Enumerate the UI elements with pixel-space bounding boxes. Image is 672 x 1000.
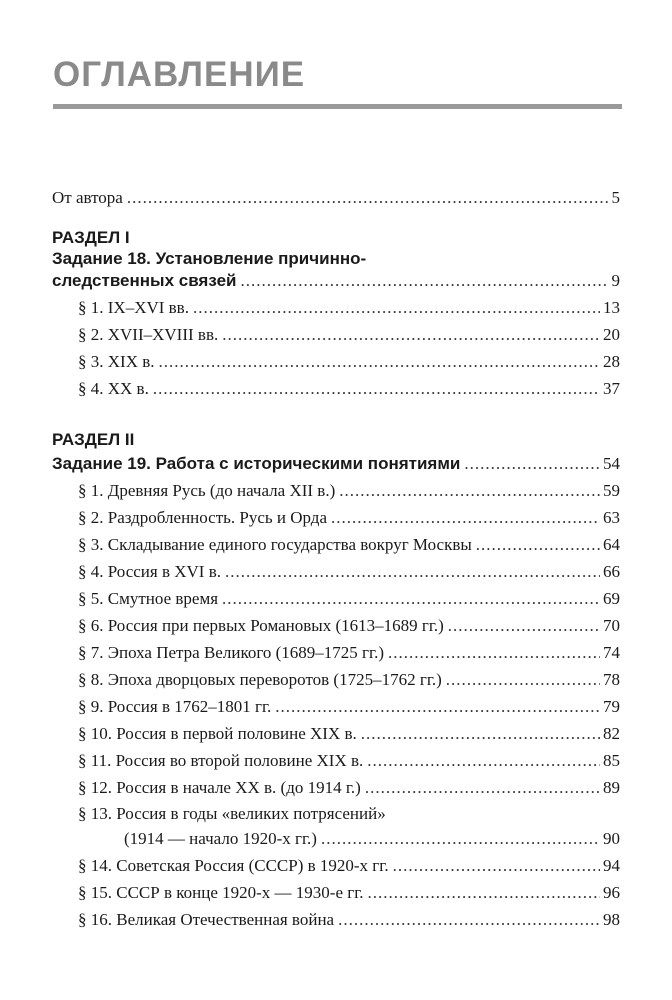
toc-entry-page: 74 (603, 643, 620, 662)
toc-entry-page: 54 (603, 454, 620, 473)
dot-leader (153, 376, 600, 402)
dot-leader (127, 185, 609, 211)
toc-entry-label: От автора (52, 188, 123, 207)
dot-leader (365, 775, 600, 801)
toc-entry-label: § 3. XIX в. (78, 352, 155, 371)
toc-entry[interactable] (78, 694, 620, 720)
dot-leader (368, 880, 600, 906)
toc-entry-label: § 2. XVII–XVIII вв. (78, 325, 219, 344)
dot-leader (367, 748, 600, 774)
toc-entry-label: § 4. Россия в XVI в. (78, 562, 221, 581)
toc-entry-page: 85 (603, 751, 620, 770)
toc-entry[interactable] (78, 907, 620, 933)
toc-entry-page: 78 (603, 670, 620, 689)
toc-entry-task18[interactable] (52, 268, 620, 294)
toc-entry-label: § 11. Россия во второй половине XIX в. (78, 751, 364, 770)
toc-entry-page: 37 (603, 379, 620, 398)
toc-entry[interactable] (78, 376, 620, 402)
toc-entry[interactable] (78, 853, 620, 879)
toc-entry-page: 94 (603, 856, 620, 875)
toc-entry-page: 96 (603, 883, 620, 902)
toc-entry-page: 28 (603, 352, 620, 371)
toc-entry-page: 89 (603, 778, 620, 797)
dot-leader (193, 295, 600, 321)
dot-leader (321, 826, 600, 852)
toc-entry-page: 20 (603, 325, 620, 344)
dot-leader (448, 613, 600, 639)
dot-leader (225, 559, 600, 585)
title-rule (53, 104, 622, 109)
section-title: РАЗДЕЛ I (52, 228, 130, 247)
dot-leader (388, 640, 600, 666)
toc-entry[interactable] (78, 478, 620, 504)
toc-entry-label: § 4. XX в. (78, 379, 149, 398)
toc-entry-label: § 8. Эпоха дворцовых переворотов (1725–1762 гг.) (78, 670, 442, 689)
toc-entry[interactable] (78, 613, 620, 639)
toc-entry-label: § 5. Смутное время (78, 589, 219, 608)
toc-entry[interactable] (78, 667, 620, 693)
toc-entry-task19[interactable] (52, 451, 620, 477)
toc-entry-label: следственных связей (52, 271, 237, 290)
dot-leader (331, 505, 600, 531)
toc-entry[interactable] (78, 748, 620, 774)
toc-entry-page: 69 (603, 589, 620, 608)
toc-entry[interactable] (78, 775, 620, 801)
dot-leader (476, 532, 600, 558)
toc-entry-page: 5 (611, 188, 620, 207)
toc-entry-page: 64 (603, 535, 620, 554)
toc-entry[interactable] (78, 721, 620, 747)
toc-entry-page: 63 (603, 508, 620, 527)
toc-entry-author[interactable] (52, 185, 620, 211)
toc-entry-page: 98 (603, 910, 620, 929)
toc-entry-label: (1914 — начало 1920-х гг.) (124, 829, 317, 848)
toc-entry-page: 90 (603, 829, 620, 848)
dot-leader (222, 586, 600, 612)
toc-entry-label: § 2. Раздробленность. Русь и Орда (78, 508, 328, 527)
toc-entry[interactable] (78, 349, 620, 375)
toc-entry-label: § 6. Россия при первых Романовых (1613–1689 гг.) (78, 616, 444, 635)
dot-leader (240, 268, 608, 294)
toc-entry[interactable] (78, 640, 620, 666)
toc-entry-label: § 16. Великая Отечественная война (78, 910, 335, 929)
dot-leader (464, 451, 600, 477)
toc-entry[interactable] (78, 322, 620, 348)
dot-leader (339, 478, 600, 504)
toc-entry-page: 66 (603, 562, 620, 581)
toc-entry-label: § 1. Древняя Русь (до начала XII в.) (78, 481, 336, 500)
dot-leader (361, 721, 600, 747)
dot-leader (393, 853, 600, 879)
toc-entry-label: § 9. Россия в 1762–1801 гг. (78, 697, 272, 716)
toc-entry-page: 79 (603, 697, 620, 716)
toc-entry-label: § 7. Эпоха Петра Великого (1689–1725 гг.) (78, 643, 384, 662)
task-title[interactable]: Задание 18. Установление причинно- (52, 249, 367, 268)
toc-entry-page: 82 (603, 724, 620, 743)
toc-entry-page: 9 (611, 271, 620, 290)
toc-entry-label: § 14. Советская Россия (СССР) в 1920-х гг. (78, 856, 389, 875)
page-title: ОГЛАВЛЕНИЕ (53, 55, 306, 94)
section-title: РАЗДЕЛ II (52, 430, 135, 449)
toc-entry-page: 59 (603, 481, 620, 500)
toc-entry-page: 13 (603, 298, 620, 317)
toc-entry-label-line1[interactable]: § 13. Россия в годы «великих потрясений» (78, 804, 386, 823)
toc-entry-label: § 3. Складывание единого государства вокруг Москвы (78, 535, 472, 554)
toc-entry[interactable] (78, 295, 620, 321)
toc-entry[interactable] (78, 586, 620, 612)
dot-leader (446, 667, 600, 693)
dot-leader (222, 322, 600, 348)
dot-leader (275, 694, 600, 720)
toc-entry[interactable] (78, 532, 620, 558)
toc-entry-label: § 10. Россия в первой половине XIX в. (78, 724, 357, 743)
toc-entry-label: § 12. Россия в начале XX в. (до 1914 г.) (78, 778, 361, 797)
toc-entry[interactable] (78, 505, 620, 531)
toc-entry-page: 70 (603, 616, 620, 635)
toc-entry[interactable] (78, 880, 620, 906)
toc-entry[interactable] (124, 826, 620, 852)
toc-entry[interactable] (78, 559, 620, 585)
toc-entry-label: Задание 19. Работа с историческими понятиями (52, 454, 461, 473)
dot-leader (338, 907, 600, 933)
toc-entry-label: § 1. IX–XVI вв. (78, 298, 189, 317)
toc-entry-label: § 15. СССР в конце 1920-х — 1930-е гг. (78, 883, 364, 902)
dot-leader (159, 349, 601, 375)
